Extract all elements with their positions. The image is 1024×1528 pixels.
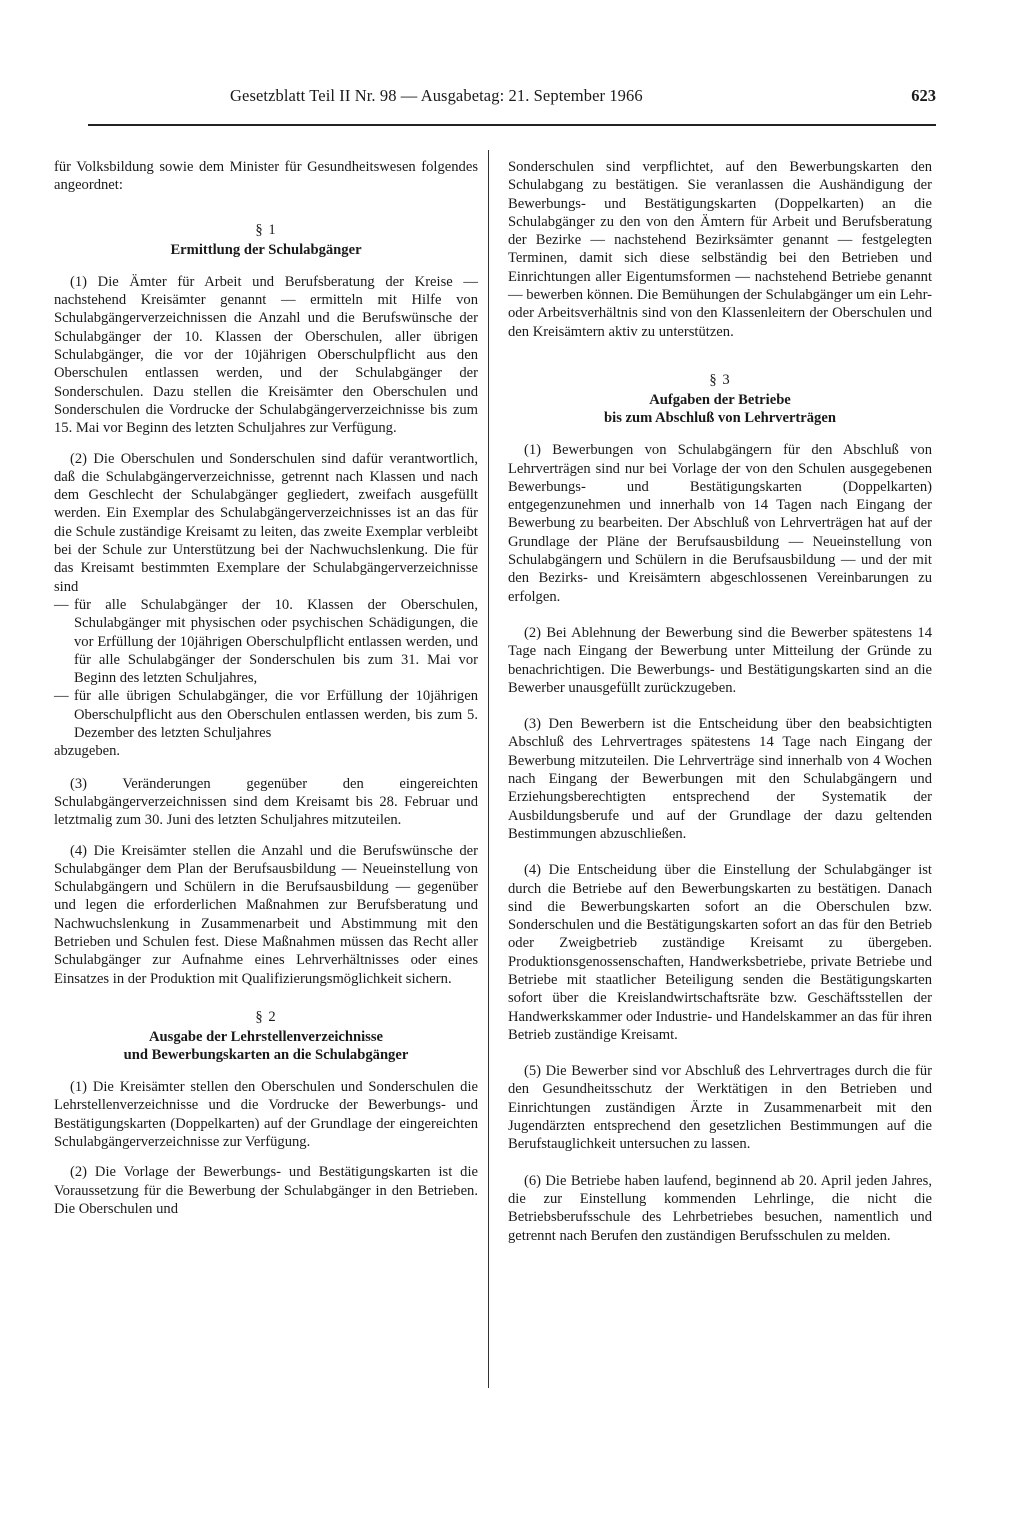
paragraph: (2) Die Vorlage der Bewerbungs- und Bestätigungskarten ist die Voraussetzung für die Bewerbung der Schulabgänger in den Betrieben. Die Oberschulen und (54, 1164, 478, 1217)
paragraph: (4) Die Entscheidung über die Einstellung der Schulabgänger ist durch die Betriebe auf den Bewerbungskarten zu bestätigen. Danach sind die Bewerbungskarten sofort an die Oberschulen bzw. Sonderschulen und die Bestätigungskarten sofort an das für den Betrieb oder Zweigbetrieb zuständige Kreisamt zu übergeben. Produktionsgenossenschaften, Handwerksbetriebe, private Betriebe und Betriebe mit staatlicher Beteiligung senden die Bestätigungskarten sofort über die Kreislandwirtschaftsräte bzw. Geschäftsstellen der Handwerkskammer oder Industrie- und Handelskammer an das für ihren Betrieb zuständige Kreisamt. (508, 862, 932, 1043)
paragraph-closing: abzugeben. (54, 743, 121, 760)
header-title: Gesetzblatt Teil II Nr. 98 — Ausgabetag: 21. September 1966 (230, 86, 643, 105)
deadline-list (54, 596, 478, 742)
paragraph: (1) Die Kreisämter stellen den Oberschulen und Sonderschulen die Lehrstellenverzeichnisse und die Vordrucke der Bewerbungs- und Bestätigungskarten (Doppelkarten) auf der Grundlage der eingereichten Schulabgängerverzeichnisse zur Verfügung. (54, 1079, 478, 1151)
paragraph: (3) Veränderungen gegenüber den eingereichten Schulabgängerverzeichnissen sind dem Kreisamt bis 28. Februar und letztmalig zum 30. Juni des letzten Schuljahres mitzuteilen. (54, 775, 478, 829)
list-dash: — (54, 688, 69, 705)
column-divider (488, 150, 489, 1388)
continuation-paragraph: Sonderschulen sind verpflichtet, auf den Bewerbungskarten den Schulabgang zu bestätigen. Sie veranlassen die Aushändigung der Bewerbungs- und Bestätigungskarten (Doppelkarten) an die Schulabgänger zu den von den Ämtern für Arbeit und Berufsberatung der Bezirke — nachstehend Bezirksämter genannt — festgelegten Terminen, damit sich diese selbständig bei den Betrieben und Einrichtungen aller Eigentumsformen — nachstehend Betriebe genannt — bewerben können. Die Bemühungen der Schulabgänger um ein Lehr- oder Arbeitsverhältnis sind von den Klassenleitern der Oberschulen und den Kreisämtern aktiv zu unterstützen. (508, 159, 932, 340)
list-item (54, 596, 478, 687)
header-rule (88, 124, 936, 126)
section-title (54, 241, 478, 259)
section-title (54, 1028, 478, 1064)
section-title-line: bis zum Abschluß von Lehrverträgen (604, 410, 836, 427)
right-column (508, 158, 932, 1257)
intro-paragraph: für Volksbildung sowie dem Minister für Gesundheitswesen folgendes angeordnet: (54, 159, 478, 194)
section-number: § 2 (255, 1008, 277, 1025)
list-item-text: für alle übrigen Schulabgänger, die vor Erfüllung der 10jährigen Oberschulpflicht aus den Oberschulen entlassen werden, bis zum 5. Dezember des letzten Schuljahres (74, 688, 478, 742)
paragraph: (1) Die Ämter für Arbeit und Berufsberatung der Kreise — nachstehend Kreisämter genannt — ermitteln mit Hilfe von Schulabgängerverzeichnissen die Anzahl und die Berufswünsche der Schulabgänger der 10. Klassen der Oberschulen, aller übrigen Schulabgänger, die vor der 10jährigen Oberschulpflicht aus den Oberschulen entlassen werden, und der Schulabgänger der Sonderschulen. Dazu stellen die Kreisämter den Oberschulen und Sonderschulen die Vordrucke der Schulabgängerverzeichnisse bis zum 15. Mai vor Beginn des letzten Schuljahres zur Verfügung. (54, 273, 478, 437)
section-title-line: und Bewerbungskarten an die Schulabgänger (123, 1047, 409, 1064)
page-header (88, 80, 936, 110)
list-item-text: für alle Schulabgänger der 10. Klassen der Oberschulen, Schulabgänger mit physischen oder psychischen Schädigungen, die vor Erfüllung der 10jährigen Oberschulpflicht entlassen werden, und für alle Schulabgänger der Sonderschulen bis zum 31. Mai vor Beginn des letzten Schuljahres, (74, 596, 478, 687)
section-number: § 1 (255, 221, 277, 238)
paragraph: (2) Bei Ablehnung der Bewerbung sind die Bewerber spätestens 14 Tage nach Eingang der Bewerbung unter Mitteilung der Gründe zu benachrichtigen. Die Bewerbungs- und Bestätigungskarten sind an die Bewerber unausgefüllt zurückzugeben. (508, 624, 932, 696)
list-dash: — (54, 596, 69, 613)
paragraph: (5) Die Bewerber sind vor Abschluß des Lehrvertrages durch die für den Gesundheitsschutz der Werktätigen in den Betrieben und Einrichtungen zuständigen Ärzte in Zusammenarbeit mit den Jugendärzten entsprechend den gesetzlichen Bestimmungen auf die Berufstauglichkeit untersuchen zu lassen. (508, 1063, 932, 1153)
section-title-line: Ausgabe der Lehrstellenverzeichnisse (148, 1029, 383, 1046)
section-title-line: Ermittlung der Schulabgänger (170, 241, 362, 258)
page-number: 623 (911, 86, 936, 105)
paragraph: (2) Die Oberschulen und Sonderschulen sind dafür verantwortlich, daß die Schulabgängerverzeichnisse, getrennt nach Klassen und nach dem Geschlecht der Schulabgänger gegliedert, zweifach ausgefüllt werden. Ein Exemplar des Schulabgängerverzeichnisses ist an das für die Schule zuständige Kreisamt zu leiten, das zweite Exemplar verbleibt bei der Schule zur Unterstützung bei der Nachwuchslenkung. Die für das Kreisamt bestimmten Exemplare der Schulabgängerverzeichnisse sind (54, 450, 478, 595)
list-item (54, 687, 478, 742)
left-column (54, 158, 478, 1230)
section-title-line: Aufgaben der Betriebe (649, 392, 791, 409)
paragraph: (6) Die Betriebe haben laufend, beginnend ab 20. April jeden Jahres, die zur Einstellung kommenden Lehrlinge, die nicht die Betriebsberufsschule des Lehrbetriebes besuchen, namentlich und getrennt nach Berufen den zuständigen Berufsschulen zu melden. (508, 1172, 932, 1244)
section-title (508, 391, 932, 427)
paragraph: (1) Bewerbungen von Schulabgängern für den Abschluß von Lehrverträgen sind nur bei Vorlage der von den Schulen ausgegebenen Bewerbungs- und Bestätigungskarten (Doppelkarten) entgegenzunehmen und innerhalb von 14 Tagen nach Eingang der Bewerbung zu bearbeiten. Der Abschluß von Lehrverträgen hat auf der Grundlage der Pläne der Berufsausbildung — Neueinstellung von Schulabgängern und Schülern in die Berufsausbildung — und der mit den Bezirks- und Kreisämtern abgeschlossenen Vereinbarungen zu erfolgen. (508, 442, 932, 605)
paragraph: (4) Die Kreisämter stellen die Anzahl und die Berufswünsche der Schulabgänger dem Plan der Berufsausbildung — Neueinstellung von Schulabgängern und Schülern in die Berufsausbildung — gegenüber und legen die erforderlichen Maßnahmen zur Berufsberatung und Nachwuchslenkung in Zusammenarbeit und Abstimmung mit den Betrieben und Schulen fest. Diese Maßnahmen müssen das Recht aller Schulabgänger zur Aufnahme eines Lehrverhältnisses oder eines Einsatzes in der Produktion mit Qualifizierungsmöglichkeit sichern. (54, 842, 478, 987)
paragraph: (3) Den Bewerbern ist die Entscheidung über den beabsichtigten Abschluß des Lehrvertrages spätestens 14 Tage nach Eingang der Bewerbung mitzuteilen. Die Lehrverträge sind innerhalb von 4 Wochen nach Eingang der Bewerbungen mit den Schulabgängern und Erziehungsberechtigten entsprechend der Systematik der Ausbildungsberufe und auf der Grundlage der dazu geltenden Bestimmungen abzuschließen. (508, 716, 932, 842)
section-number: § 3 (709, 371, 731, 388)
